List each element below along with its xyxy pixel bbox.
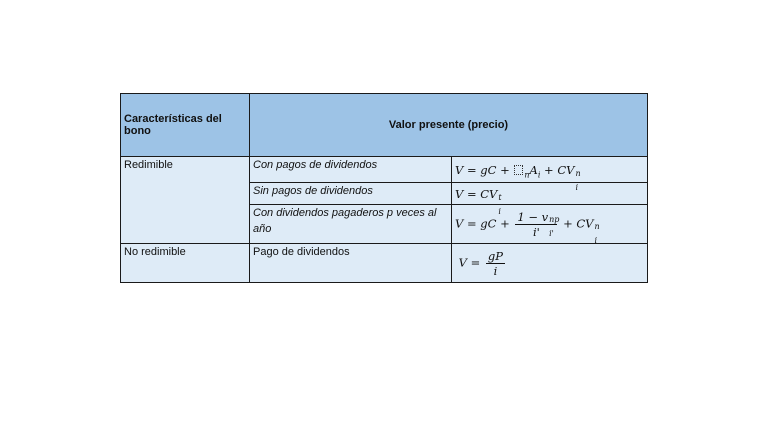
header-bond-characteristics: Características del bono (121, 94, 250, 157)
condition-dividend-payment: Pago de dividendos (250, 244, 452, 283)
formula-p-times-per-year: V = gC + 1 − v np i' i' + CV n i (452, 205, 648, 244)
formula-with-dividends: V = gC + $_nA_i$ + CV n i (452, 157, 648, 183)
condition-p-times-per-year: Con dividendos pagaderos p veces al año (250, 205, 452, 244)
fraction: $\frac{gP}{i}$ (487, 248, 504, 278)
condition-with-dividends: Con pagos de dividendos (250, 157, 452, 183)
category-non-redeemable: No redimible (121, 244, 250, 283)
formula-without-dividends: V = CV t i (452, 183, 648, 205)
placeholder-box-icon (514, 165, 523, 175)
table-header-row (121, 94, 648, 157)
category-redeemable: Redimible (121, 157, 250, 244)
header-present-value: Valor presente (precio) (250, 94, 648, 157)
condition-without-dividends: Sin pagos de dividendos (250, 183, 452, 205)
bond-valuation-table (120, 93, 648, 283)
table-row (121, 244, 648, 283)
table-row (121, 157, 648, 183)
formula-dividend-payment: V = $\frac{gP}{i}$ (452, 244, 648, 283)
fraction: 1 − v np i' i' (517, 209, 560, 239)
